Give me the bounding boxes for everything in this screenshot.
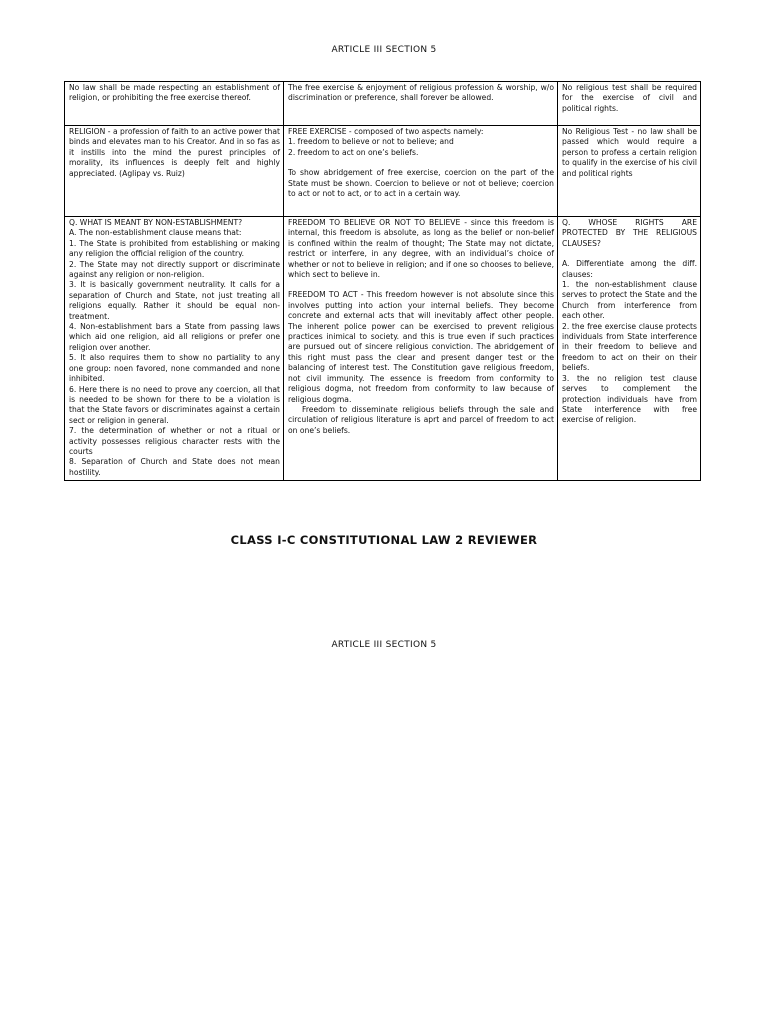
religion-clauses-table — [64, 81, 701, 481]
free-exercise-abridgement: To show abridgement of free exercise, coercion on the part of the State must be shown. Coercion to believe or not ot believe; coercion to act or not to act, or to act in a certain way. — [288, 168, 554, 199]
non-establishment-clause-text: No law shall be made respecting an establishment of religion, or prohibiting the free exercise thereof. — [69, 83, 280, 103]
table-cell — [65, 126, 284, 217]
table-cell — [65, 82, 284, 126]
whose-rights-answer: A. Differentiate among the diff. clauses: 1. the non-establishment clause serves to protect the State and the Church from interference from each other. 2. the free exercise clause protects individuals from State interference in their freedom to believe and freedom to act on their on their beliefs. 3. the no religion test clause serves to complement the protection individuals have from State interference with free exercise of religion. — [562, 259, 697, 425]
freedom-to-act-text: FREEDOM TO ACT - This freedom however is not absolute since this involves putting into action your internal beliefs. They become concrete and external acts that will inevitably affect other people. The inherent police power can be exercised to prevent religious practices inimical to society. and this is true even if such practices are pursued out of sincere religious conviction. The abridgement of this right must pass the clear and present danger test or the balancing of interest test. The Constitution gave religious freedom, not civil immunity. The essence is freedom from conformity to religious dogma, not freedom from conformity to law because of religious dogma. — [288, 290, 554, 404]
whose-rights-question: Q. WHOSE RIGHTS ARE PROTECTED BY THE RELIGIOUS CLAUSES? — [562, 218, 697, 248]
free-exercise-aspects: FREE EXERCISE - composed of two aspects namely: 1. freedom to believe or not to believe; and 2. freedom to act on one’s beliefs. — [288, 127, 484, 157]
freedom-to-believe-text: FREEDOM TO BELIEVE OR NOT TO BELIEVE - since this freedom is internal, this freedom is absolute, as long as the belief or non-belief is confined within the realm of thought; The State may not dictate, restrict or interfere, in any degree, with an individual’s choice of whether or not to believe in religion; and if one so chooses to believe, which sect to believe in. — [288, 218, 555, 280]
non-establishment-qa: Q. WHAT IS MEANT BY NON-ESTABLISHMENT? A. The non-establishment clause means that: 1. The State is prohibited from establishing or making any religion the official religion of the country. 2. The State may not directly support or discriminate against any religion or non-religion. 3. It is basically government neutrality. It calls for a separation of Church and State, not just treating all religions equally. Rather it should be equal non-treatment. 4. Non-establishment bars a State from passing laws which aid one religion, aid all religions or prefer one religion over another. 5. It also requires them to show no partiality to any one group: noen favored, none commanded and none inhibited. 6. Here there is no need to prove any coercion, all that is needed to be shown for there to be a violation is that the State favors or discriminates against a certain sect or religion in general. 7. the determination of whether or not a ritual or activity possesses religious character rests with the courts 8. Separation of Church and State does not mean hostility. — [69, 218, 280, 477]
religious-test-clause-text: No religious test shall be required for the exercise of civil and political rights. — [562, 83, 697, 113]
table-cell — [284, 126, 558, 217]
table-cell — [284, 217, 558, 481]
table-cell — [558, 126, 701, 217]
document-title: CLASS I-C CONSTITUTIONAL LAW 2 REVIEWER — [230, 533, 538, 547]
freedom-to-disseminate-text: Freedom to disseminate religious beliefs through the sale and circulation of religious literature is aprt and parcel of freedom to act on one’s beliefs. — [288, 404, 554, 435]
religion-definition: RELIGION - a profession of faith to an active power that binds and elevates man to his Creator. And in so fas as it instills into the mind the purest principles of morality, its influences is deeply felt and highly appreciated. (Aglipay vs. Ruiz) — [69, 127, 280, 178]
religious-test-definition: No Religious Test - no law shall be passed which would require a person to profess a certain religion to qualify in the exercise of his civil and political rights — [562, 127, 697, 178]
table-cell — [558, 217, 701, 481]
table-row — [65, 126, 701, 217]
table-cell — [284, 82, 558, 126]
free-exercise-clause-text: The free exercise & enjoyment of religious profession & worship, w/o discrimination or preference, shall forever be allowed. — [288, 83, 554, 103]
page-header: ARTICLE III SECTION 5 — [331, 45, 437, 55]
table-row — [65, 82, 701, 126]
page-header-second: ARTICLE III SECTION 5 — [331, 640, 437, 650]
table-cell — [65, 217, 284, 481]
table-cell — [558, 82, 701, 126]
table-row — [65, 217, 701, 481]
